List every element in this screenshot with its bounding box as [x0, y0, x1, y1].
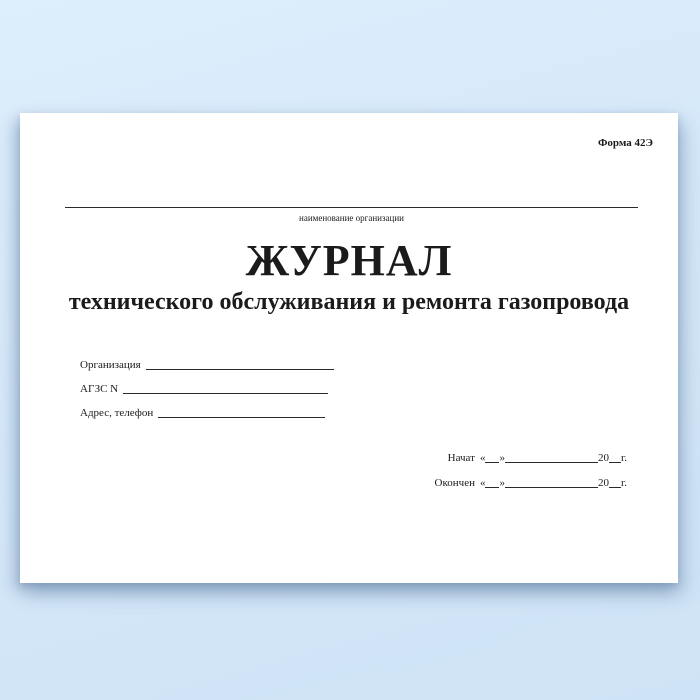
finished-year-suffix: г.: [620, 477, 627, 489]
organization-name-rule: [65, 207, 638, 226]
finished-field-label: Окончен: [434, 477, 475, 489]
finished-month-blank: [505, 486, 598, 488]
field-row-organization: [80, 359, 334, 383]
organization-fields: [80, 359, 334, 431]
agzs-number-blank-line: [123, 392, 328, 394]
field-row-address-phone: [80, 407, 325, 431]
close-quote: »: [499, 452, 505, 464]
form-code-label: Форма 42Э: [597, 137, 653, 149]
date-row-started: [435, 452, 627, 477]
journal-cover-page: [20, 113, 678, 583]
open-quote: «: [479, 452, 486, 464]
organization-name-caption: наименование организации: [299, 213, 404, 223]
close-quote: »: [499, 477, 505, 489]
address-phone-blank-line: [158, 416, 325, 418]
organization-field-label: Организация: [80, 359, 141, 371]
page-subtitle: технического обслуживания и ремонта газопровода: [68, 289, 630, 316]
finished-year-blank: [609, 486, 621, 488]
page-title: ЖУРНАЛ: [245, 236, 453, 285]
date-fields: [435, 452, 627, 502]
date-row-finished: [435, 477, 627, 502]
started-century-label: 20: [597, 452, 609, 464]
started-year-blank: [609, 461, 621, 463]
agzs-number-field-label: АГЗС N: [80, 383, 119, 395]
title-block: [20, 237, 678, 317]
started-month-blank: [505, 461, 598, 463]
finished-day-blank: [485, 486, 499, 488]
started-day-blank: [485, 461, 499, 463]
started-year-suffix: г.: [620, 452, 627, 464]
open-quote: «: [479, 477, 486, 489]
address-phone-field-label: Адрес, телефон: [80, 407, 154, 419]
organization-blank-line: [146, 368, 334, 370]
field-row-agzs-number: [80, 383, 328, 407]
started-field-label: Начат: [447, 452, 475, 464]
finished-century-label: 20: [597, 477, 609, 489]
